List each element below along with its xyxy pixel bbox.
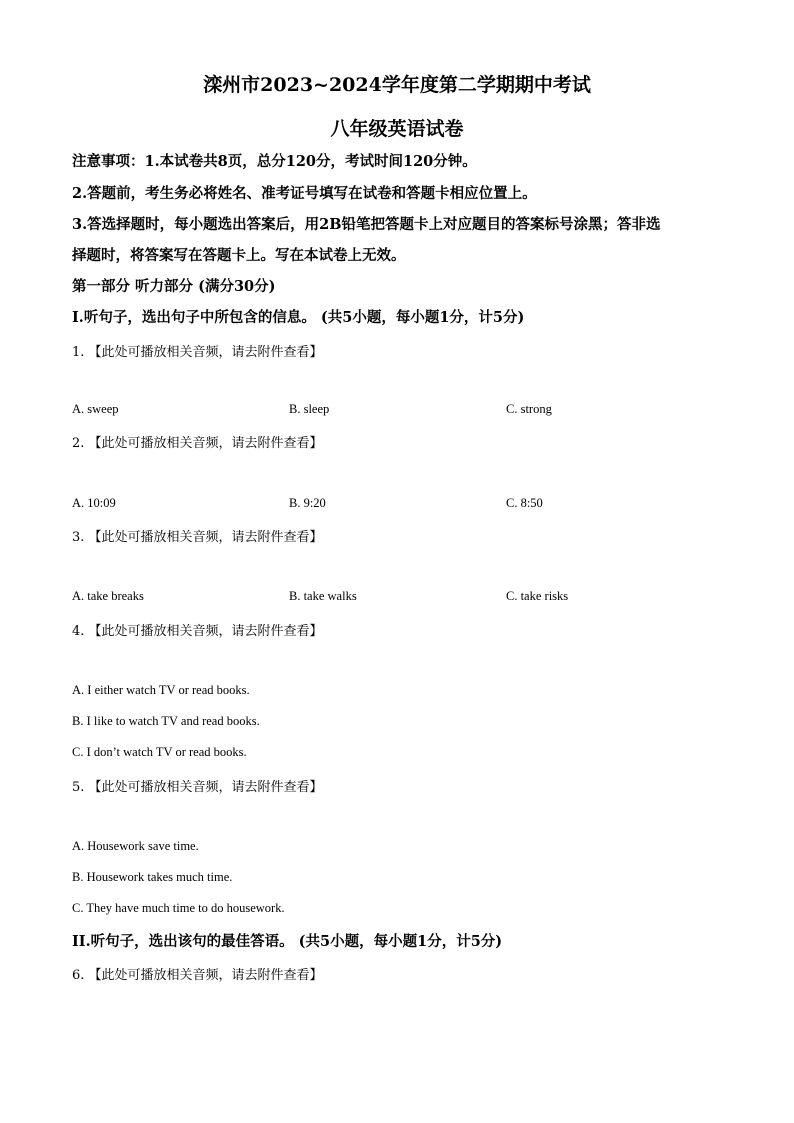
q4-option-b: B. I like to watch TV and read books. (72, 714, 260, 728)
q5-option-a: A. Housework save time. (72, 839, 199, 853)
exam-subtitle: 八年级英语试卷 (330, 118, 464, 140)
section1-heading: Ⅰ.听句子，选出句子中所包含的信息。 (共5小题，每小题1分，计5分) (72, 309, 525, 326)
q5-option-c: C. They have much time to do housework. (72, 901, 285, 915)
question-5-audio[interactable]: 5. 【此处可播放相关音频，请去附件查看】 (72, 780, 323, 795)
part1-heading: 第一部分 听力部分 (满分30分) (72, 278, 276, 295)
question-6-audio[interactable]: 6. 【此处可播放相关音频，请去附件查看】 (72, 968, 323, 983)
question-4-audio[interactable]: 4. 【此处可播放相关音频，请去附件查看】 (72, 624, 323, 639)
note-line-3: 3.答选择题时，每小题选出答案后，用2B铅笔把答题卡上对应题目的答案标号涂黑；答非选 (72, 216, 661, 233)
note-line-2: 2.答题前，考生务必将姓名、准考证号填写在试卷和答题卡相应位置上。 (72, 185, 537, 202)
q1-option-b: B. sleep (289, 402, 330, 416)
q2-option-b: B. 9:20 (289, 496, 326, 510)
q2-option-c: C. 8:50 (506, 496, 543, 510)
q4-option-a: A. I either watch TV or read books. (72, 683, 250, 697)
question-3-audio[interactable]: 3. 【此处可播放相关音频，请去附件查看】 (72, 530, 323, 545)
exam-title: 滦州市2023~2024学年度第二学期期中考试 (203, 74, 591, 96)
question-1-audio[interactable]: 1. 【此处可播放相关音频，请去附件查看】 (72, 345, 323, 360)
question-2-audio[interactable]: 2. 【此处可播放相关音频，请去附件查看】 (72, 436, 323, 451)
q5-option-b: B. Housework takes much time. (72, 870, 233, 884)
q1-option-a: A. sweep (72, 402, 119, 416)
note-line-1: 注意事项：1.本试卷共8页，总分120分，考试时间120分钟。 (72, 153, 477, 170)
q2-option-a: A. 10:09 (72, 496, 116, 510)
q1-option-c: C. strong (506, 402, 552, 416)
q3-option-a: A. take breaks (72, 589, 144, 603)
q3-option-b: B. take walks (289, 589, 357, 603)
section2-heading: II.听句子，选出该句的最佳答语。 (共5小题，每小题1分，计5分) (72, 933, 503, 950)
q3-option-c: C. take risks (506, 589, 569, 603)
note-line-4: 择题时，将答案写在答题卡上。写在本试卷上无效。 (72, 247, 406, 264)
q4-option-c: C. I don’t watch TV or read books. (72, 745, 247, 759)
